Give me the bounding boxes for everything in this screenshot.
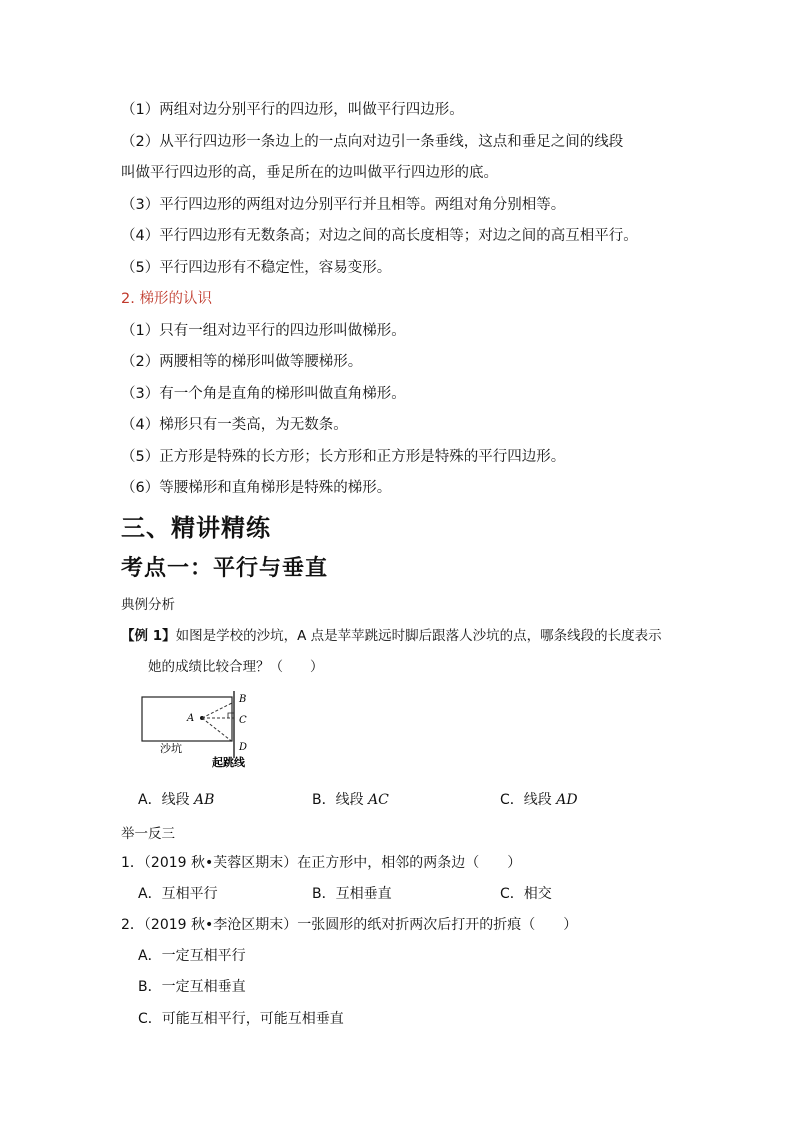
parallelogram-item-3: （3）平行四边形的两组对边分别平行并且相等。两组对角分别相等。 [121,197,566,213]
example-tag: 【例 1】 [121,628,176,644]
example-line-2: 她的成绩比较合理？（ ） [148,659,324,675]
question-2-option-c: C．可能互相平行，可能互相垂直 [138,1011,344,1027]
section-title: 三、精讲精练 [121,514,271,542]
question-1-option-c: C．相交 [500,886,552,902]
label-takeoff-line: 起跳线 [212,756,245,769]
right-angle-mark [228,713,234,718]
example-option-a: A．线段 AB [138,792,215,808]
parallelogram-item-1: （1）两组对边分别平行的四边形，叫做平行四边形。 [121,102,464,118]
trapezoid-heading: 2. 梯形的认识 [121,291,212,307]
label-sandpit: 沙坑 [160,742,182,755]
sandpit-diagram [132,688,272,774]
topic-title: 考点一：平行与垂直 [121,556,329,581]
trapezoid-item-6: （6）等腰梯形和直角梯形是特殊的梯形。 [121,480,392,496]
example-line-1: 如图是学校的沙坑，A 点是苹苹跳远时脚后跟落人沙坑的点，哪条线段的长度表示 [175,628,662,644]
sandpit-figure [132,688,272,778]
label-c: C [239,715,247,726]
question-2-option-b: B．一定互相垂直 [138,979,246,995]
trapezoid-item-5: （5）正方形是特殊的长方形；长方形和正方形是特殊的平行四边形。 [121,449,566,465]
practice-label: 举一反三 [121,826,175,842]
parallelogram-item-2-cont: 叫做平行四边形的高，垂足所在的边叫做平行四边形的底。 [121,165,498,181]
label-a: A [187,713,195,724]
example-option-c: C．线段 AD [500,792,578,808]
example-label: 典例分析 [121,597,175,613]
question-1-option-a: A．互相平行 [138,886,218,902]
question-1-stem: 1．（2019 秋•芙蓉区期末）在正方形中，相邻的两条边（ ） [121,855,522,871]
question-2-option-a: A．一定互相平行 [138,948,246,964]
trapezoid-item-1: （1）只有一组对边平行的四边形叫做梯形。 [121,323,406,339]
example-option-b: B．线段 AC [312,792,389,808]
label-b: B [239,694,247,705]
trapezoid-item-2: （2）两腰相等的梯形叫做等腰梯形。 [121,354,363,370]
question-1-option-b: B．互相垂直 [312,886,392,902]
parallelogram-item-5: （5）平行四边形有不稳定性，容易变形。 [121,260,392,276]
example-question [121,624,662,644]
parallelogram-item-4: （4）平行四边形有无数条高；对边之间的高长度相等；对边之间的高互相平行。 [121,228,638,244]
segment-ad [202,718,234,743]
label-d: D [239,742,248,753]
trapezoid-item-3: （3）有一个角是直角的梯形叫做直角梯形。 [121,386,406,402]
question-2-stem: 2．（2019 秋•李沧区期末）一张圆形的纸对折两次后打开的折痕（ ） [121,917,578,933]
parallelogram-item-2: （2）从平行四边形一条边上的一点向对边引一条垂线，这点和垂足之间的线段 [121,134,624,150]
trapezoid-item-4: （4）梯形只有一类高，为无数条。 [121,417,348,433]
segment-ab [202,702,234,718]
